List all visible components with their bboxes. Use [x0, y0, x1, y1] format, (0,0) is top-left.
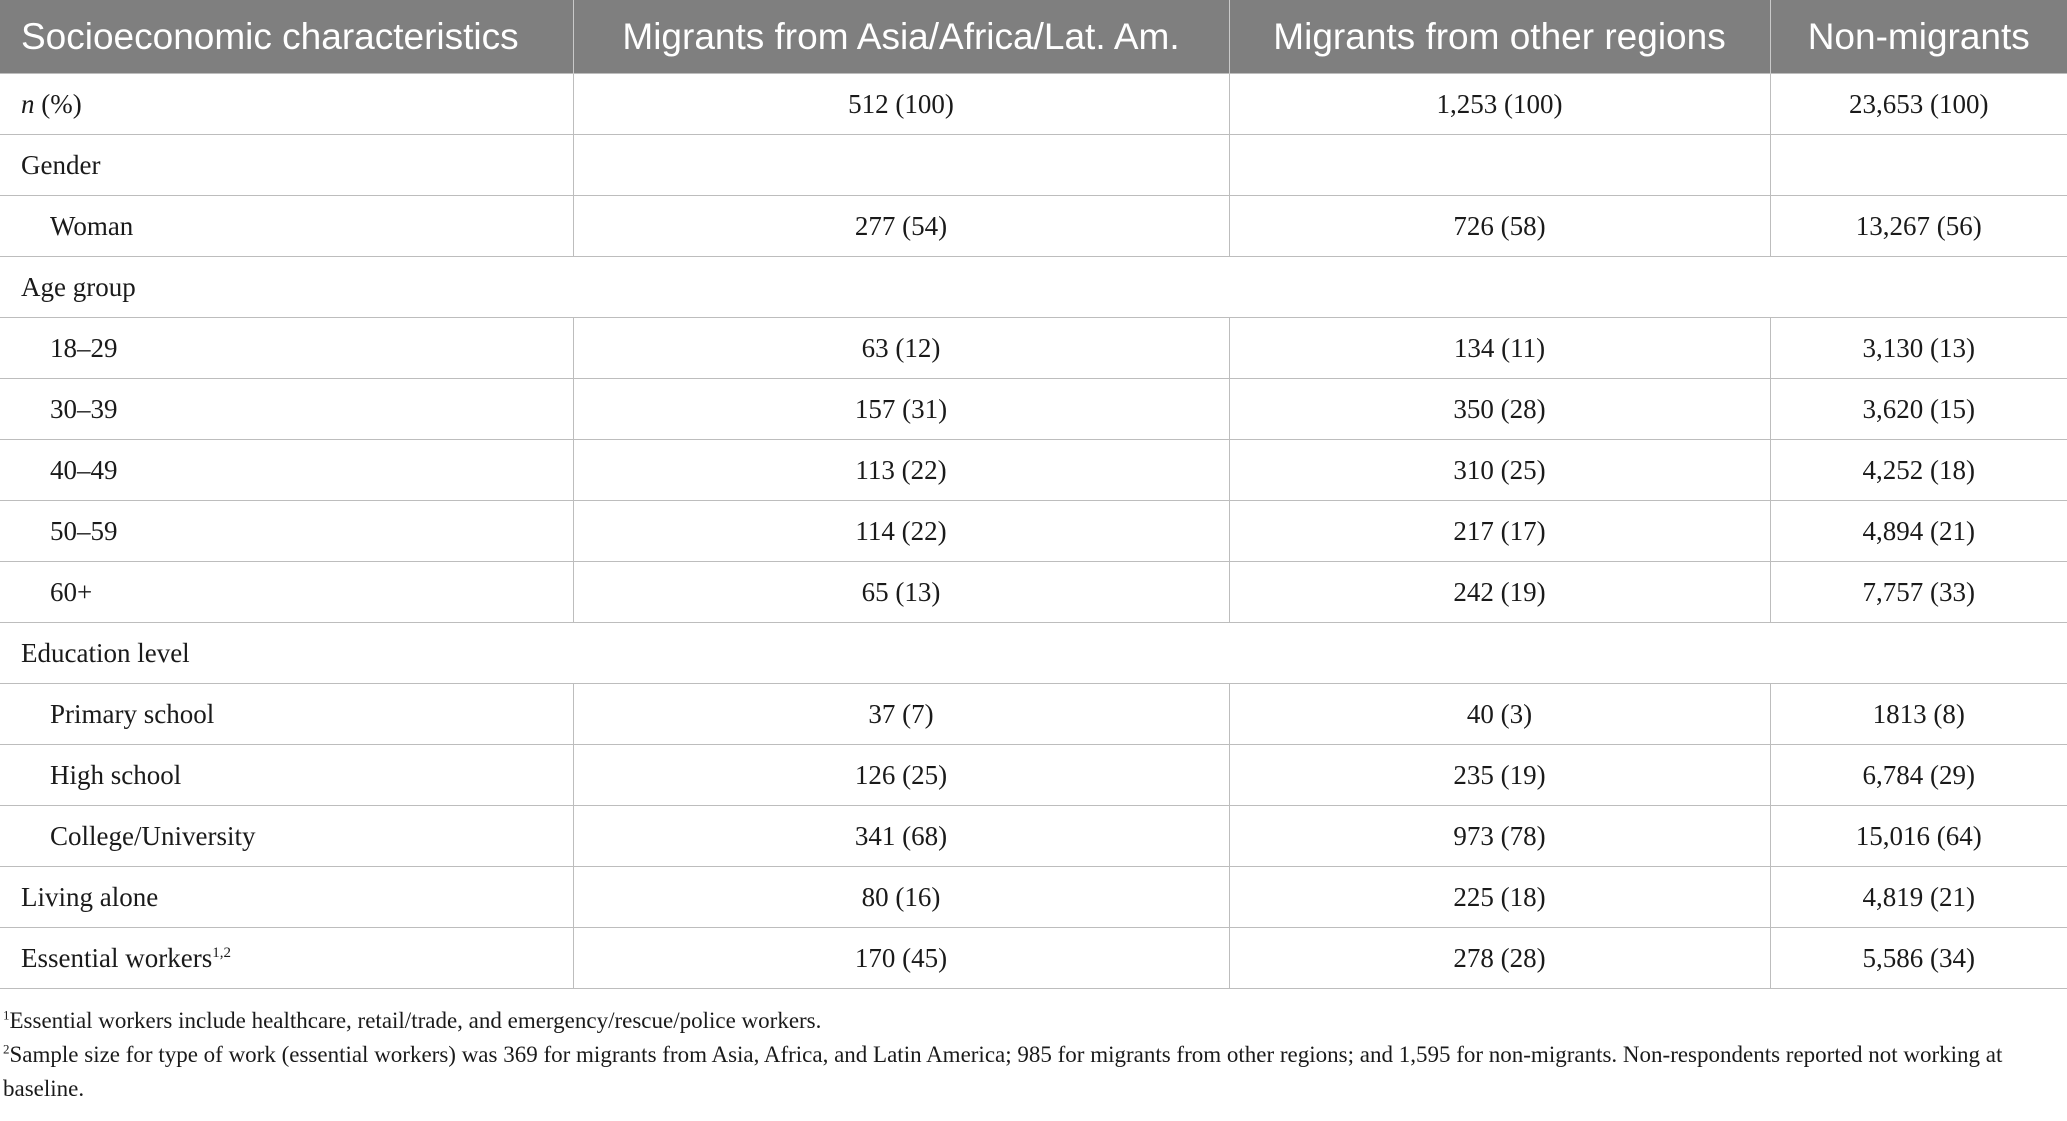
footnote-2 [3, 1038, 2063, 1106]
footnote-mark: 1 [3, 1007, 10, 1023]
row-label-italic: n [21, 88, 35, 119]
row-label [0, 74, 573, 135]
cell-value: 15,016 (64) [1770, 806, 2067, 867]
table-row [0, 684, 2067, 745]
row-label: 60+ [0, 562, 573, 623]
cell-value: 1,253 (100) [1229, 74, 1770, 135]
footnote-1 [3, 1004, 2063, 1038]
row-label: Woman [0, 196, 573, 257]
header-socioeconomic: Socioeconomic characteristics [0, 0, 573, 74]
cell-value: 114 (22) [573, 501, 1229, 562]
row-label: 30–39 [0, 379, 573, 440]
cell-value: 225 (18) [1229, 867, 1770, 928]
table-row [0, 745, 2067, 806]
cell-value: 350 (28) [1229, 379, 1770, 440]
cell-value: 13,267 (56) [1770, 196, 2067, 257]
table-row [0, 562, 2067, 623]
cell-value: 80 (16) [573, 867, 1229, 928]
table-row [0, 196, 2067, 257]
cell-value: 341 (68) [573, 806, 1229, 867]
header-non-migrants: Non-migrants [1770, 0, 2067, 74]
section-label: Age group [0, 257, 2067, 318]
cell-value: 134 (11) [1229, 318, 1770, 379]
row-label: Living alone [0, 867, 573, 928]
cell-value: 23,653 (100) [1770, 74, 2067, 135]
cell-value: 6,784 (29) [1770, 745, 2067, 806]
header-migrants-asia-africa-latam: Migrants from Asia/Africa/Lat. Am. [573, 0, 1229, 74]
footnote-text: Sample size for type of work (essential workers) was 369 for migrants from Asia, Africa, and Latin America; 985 for migrants from other regions; and 1,595 for non-migrants. Non-respondents reported not working at baseline. [3, 1042, 2003, 1101]
table-row [0, 74, 2067, 135]
cell-value: 63 (12) [573, 318, 1229, 379]
table-row [0, 379, 2067, 440]
cell-empty [1770, 135, 2067, 196]
cell-value: 973 (78) [1229, 806, 1770, 867]
header-migrants-other: Migrants from other regions [1229, 0, 1770, 74]
table-row [0, 135, 2067, 196]
row-label-text: Essential workers [21, 942, 213, 973]
cell-value: 4,252 (18) [1770, 440, 2067, 501]
footnote-ref: 1,2 [212, 944, 231, 961]
row-label-rest: (%) [34, 88, 82, 119]
cell-value: 278 (28) [1229, 928, 1770, 989]
cell-value: 3,620 (15) [1770, 379, 2067, 440]
row-label: College/University [0, 806, 573, 867]
row-label [0, 928, 573, 989]
table-row [0, 257, 2067, 318]
cell-value: 512 (100) [573, 74, 1229, 135]
header-row [0, 0, 2067, 74]
cell-value: 310 (25) [1229, 440, 1770, 501]
cell-value: 1813 (8) [1770, 684, 2067, 745]
cell-value: 5,586 (34) [1770, 928, 2067, 989]
footnote-mark: 2 [3, 1041, 10, 1057]
cell-value: 3,130 (13) [1770, 318, 2067, 379]
section-label: Education level [0, 623, 2067, 684]
cell-value: 4,894 (21) [1770, 501, 2067, 562]
cell-value: 157 (31) [573, 379, 1229, 440]
cell-value: 126 (25) [573, 745, 1229, 806]
cell-value: 170 (45) [573, 928, 1229, 989]
cell-value: 726 (58) [1229, 196, 1770, 257]
table-row [0, 623, 2067, 684]
cell-empty [573, 135, 1229, 196]
footnote-text: Essential workers include healthcare, retail/trade, and emergency/rescue/police workers. [9, 1008, 822, 1033]
cell-value: 217 (17) [1229, 501, 1770, 562]
table-row [0, 440, 2067, 501]
cell-value: 277 (54) [573, 196, 1229, 257]
cell-value: 113 (22) [573, 440, 1229, 501]
cell-value: 242 (19) [1229, 562, 1770, 623]
table-footnotes [0, 1004, 2063, 1106]
section-label: Gender [0, 135, 573, 196]
table-row [0, 501, 2067, 562]
table-row [0, 867, 2067, 928]
row-label: 18–29 [0, 318, 573, 379]
row-label: 50–59 [0, 501, 573, 562]
cell-empty [1229, 135, 1770, 196]
cell-value: 7,757 (33) [1770, 562, 2067, 623]
row-label: High school [0, 745, 573, 806]
table-row [0, 806, 2067, 867]
table-header [0, 0, 2067, 74]
cell-value: 235 (19) [1229, 745, 1770, 806]
row-label: Primary school [0, 684, 573, 745]
table-row [0, 928, 2067, 989]
table-body [0, 74, 2067, 989]
cell-value: 40 (3) [1229, 684, 1770, 745]
cell-value: 4,819 (21) [1770, 867, 2067, 928]
cell-value: 65 (13) [573, 562, 1229, 623]
cell-value: 37 (7) [573, 684, 1229, 745]
row-label: 40–49 [0, 440, 573, 501]
table-row [0, 318, 2067, 379]
